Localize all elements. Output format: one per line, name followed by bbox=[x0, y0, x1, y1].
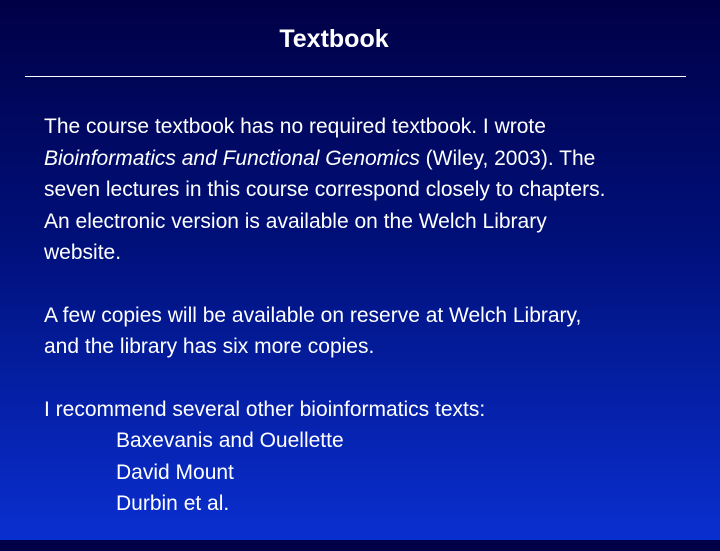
paragraph-line-rest: (Wiley, 2003). The bbox=[419, 146, 596, 170]
paragraph-line: website. bbox=[44, 241, 122, 264]
paragraph-recommended bbox=[44, 394, 694, 520]
book-title: Bioinformatics and Functional Genomics bbox=[44, 146, 420, 170]
paragraph-line: A few copies will be available on reserve at Welch Library, bbox=[44, 303, 582, 327]
paragraph-line bbox=[44, 143, 694, 175]
slide-body bbox=[44, 111, 694, 551]
title-divider bbox=[25, 76, 686, 77]
paragraph-textbook bbox=[44, 111, 694, 269]
paragraph-line: The course textbook has no required textbook. I wrote bbox=[44, 115, 546, 138]
recommended-texts-list bbox=[44, 425, 694, 520]
recommended-text-item: Baxevanis and Ouellette bbox=[116, 429, 344, 452]
paragraph-reserve bbox=[44, 300, 694, 363]
slide-title: Textbook bbox=[279, 25, 389, 53]
recommended-intro: I recommend several other bioinformatics texts: bbox=[44, 397, 486, 421]
paragraph-line: An electronic version is available on the Welch Library bbox=[44, 209, 547, 233]
paragraph-line: and the library has six more copies. bbox=[44, 335, 375, 358]
recommended-text-item: David Mount bbox=[116, 460, 234, 484]
recommended-text-item: Durbin et al. bbox=[116, 492, 230, 515]
paragraph-line: seven lectures in this course correspond closely to chapters. bbox=[44, 178, 606, 201]
